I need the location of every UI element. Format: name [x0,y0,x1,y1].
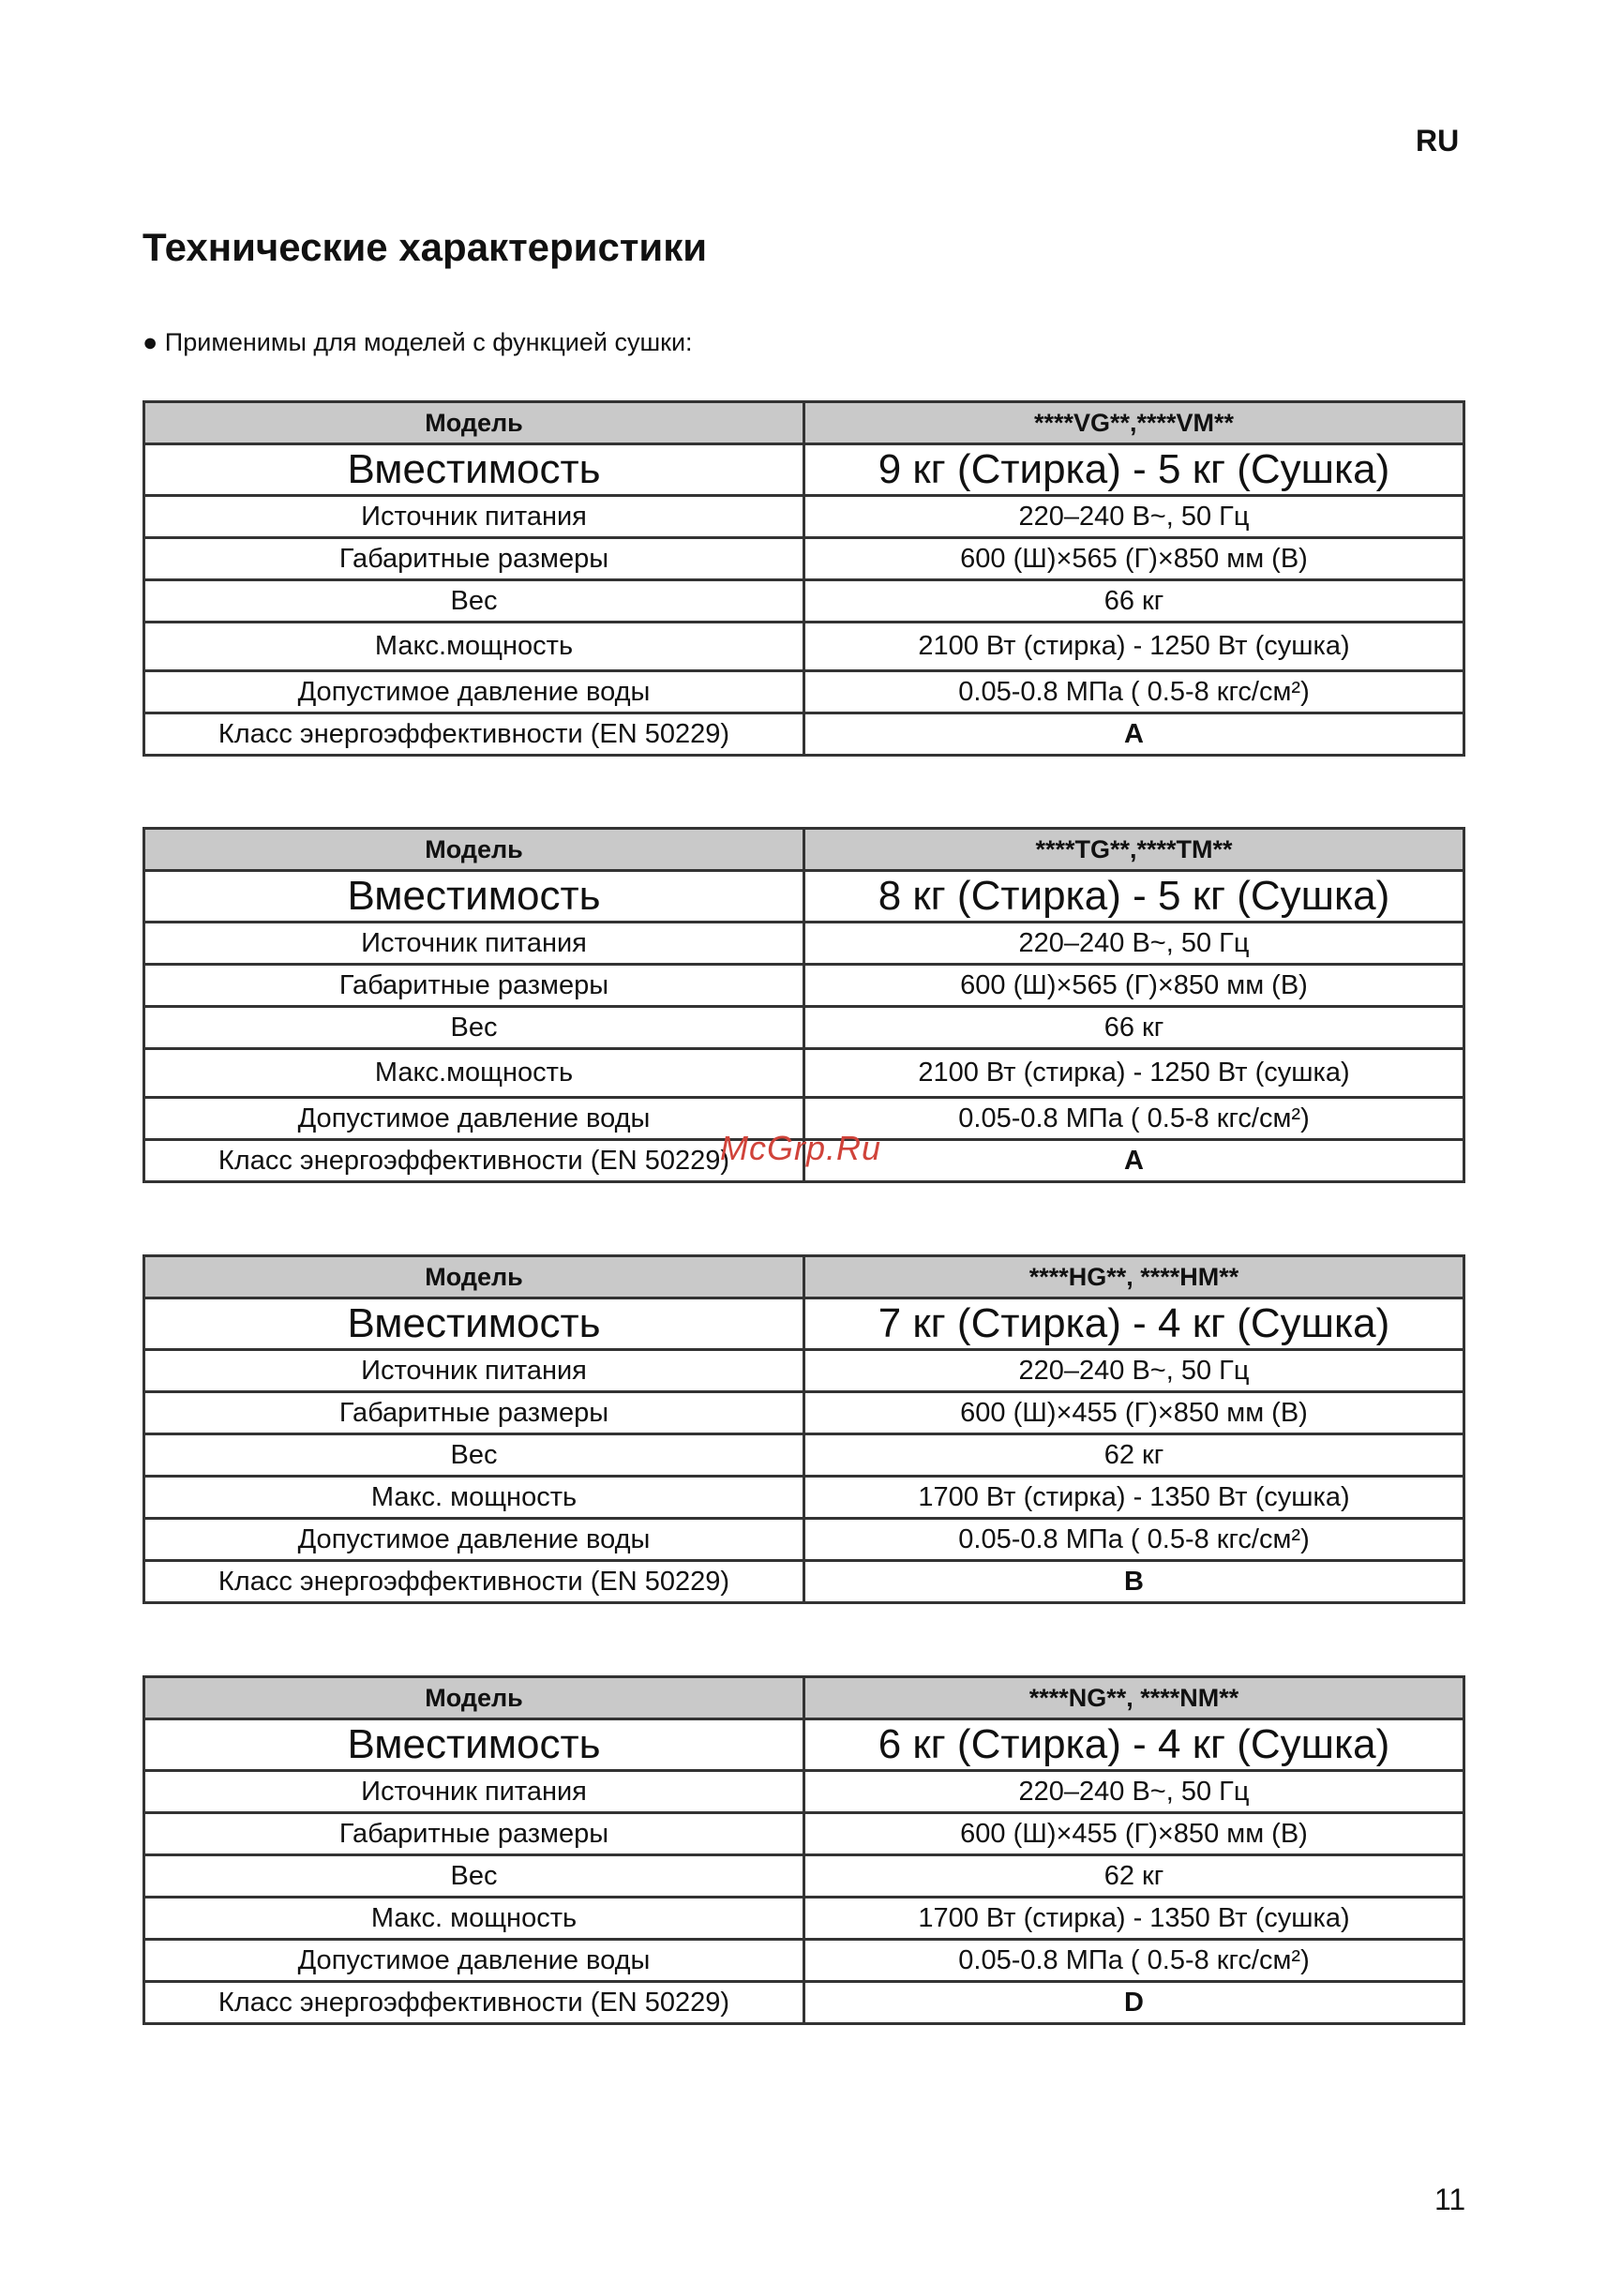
row-value: 600 (Ш)×565 (Г)×850 мм (В) [804,538,1464,580]
row-value: 66 кг [804,580,1464,623]
row-value: 66 кг [804,1007,1464,1049]
table-row [144,1519,1464,1561]
row-value: 0.05-0.8 МПа ( 0.5-8 кгс/см²) [804,1098,1464,1140]
capacity-label: Вместимость [144,1719,804,1771]
table-row [144,1434,1464,1477]
table-row [144,1392,1464,1434]
row-value: 1700 Вт (стирка) - 1350 Вт (сушка) [804,1898,1464,1940]
model-codes: ****TG**,****TM** [804,829,1464,871]
model-label: Модель [144,829,804,871]
row-value: 600 (Ш)×455 (Г)×850 мм (В) [804,1813,1464,1855]
table-row [144,496,1464,538]
table-row [144,923,1464,965]
row-value: 220–240 В~, 50 Гц [804,496,1464,538]
model-codes: ****NG**, ****NM** [804,1677,1464,1719]
table-row [144,1855,1464,1898]
capacity-label: Вместимость [144,1298,804,1350]
table-row [144,538,1464,580]
spec-table-3 [143,1254,1465,1604]
applicability-note: ● Применимы для моделей с функцией сушки: [143,328,693,356]
row-value: 220–240 В~, 50 Гц [804,1350,1464,1392]
capacity-row [144,1719,1464,1771]
row-label: Вес [144,580,804,623]
row-label: Класс энергоэффективности (EN 50229) [144,1561,804,1603]
row-label: Вес [144,1855,804,1898]
table-row [144,1771,1464,1813]
spec-table-4 [143,1675,1465,2025]
table-row [144,1477,1464,1519]
table-row [144,623,1464,671]
model-codes: ****VG**,****VM** [804,402,1464,444]
row-label: Макс.мощность [144,623,804,671]
row-value: 0.05-0.8 МПа ( 0.5-8 кгс/см²) [804,1519,1464,1561]
energy-class-value: D [804,1982,1464,2024]
row-label: Допустимое давление воды [144,1098,804,1140]
model-label: Модель [144,402,804,444]
row-value: 62 кг [804,1434,1464,1477]
row-value: 62 кг [804,1855,1464,1898]
table-row [144,671,1464,713]
row-label: Допустимое давление воды [144,671,804,713]
row-value: 0.05-0.8 МПа ( 0.5-8 кгс/см²) [804,671,1464,713]
energy-class-value: B [804,1561,1464,1603]
row-label: Вес [144,1007,804,1049]
row-value: 1700 Вт (стирка) - 1350 Вт (сушка) [804,1477,1464,1519]
row-label: Вес [144,1434,804,1477]
capacity-row [144,1298,1464,1350]
row-label: Габаритные размеры [144,1813,804,1855]
row-label: Источник питания [144,1350,804,1392]
watermark: McGrp.Ru [720,1129,882,1167]
row-label: Источник питания [144,1771,804,1813]
capacity-value: 9 кг (Стирка) - 5 кг (Сушка) [804,444,1464,496]
capacity-row [144,444,1464,496]
row-label: Габаритные размеры [144,965,804,1007]
row-label: Допустимое давление воды [144,1519,804,1561]
row-label: Допустимое давление воды [144,1940,804,1982]
page-title: Технические характеристики [143,225,708,269]
language-label: RU [1416,124,1460,158]
row-value: 600 (Ш)×565 (Г)×850 мм (В) [804,965,1464,1007]
table-row [144,1898,1464,1940]
table-row [144,1813,1464,1855]
model-label: Модель [144,1677,804,1719]
row-label: Класс энергоэффективности (EN 50229) [144,713,804,756]
table-row [144,580,1464,623]
table-header-row [144,1256,1464,1298]
row-value: 220–240 В~, 50 Гц [804,923,1464,965]
energy-class-value: A [804,1140,1464,1182]
model-label: Модель [144,1256,804,1298]
table-header-row [144,829,1464,871]
row-label: Класс энергоэффективности (EN 50229) [144,1982,804,2024]
table-row [144,1940,1464,1982]
table-row [144,713,1464,756]
row-label: Макс.мощность [144,1049,804,1098]
capacity-row [144,871,1464,923]
row-label: Макс. мощность [144,1477,804,1519]
row-label: Класс энергоэффективности (EN 50229) [144,1140,804,1182]
table-row [144,1049,1464,1098]
row-value: 2100 Вт (стирка) - 1250 Вт (сушка) [804,1049,1464,1098]
row-label: Источник питания [144,496,804,538]
spec-table-1 [143,400,1465,757]
table-row [144,1982,1464,2024]
table-header-row [144,1677,1464,1719]
row-value: 220–240 В~, 50 Гц [804,1771,1464,1813]
capacity-label: Вместимость [144,444,804,496]
table-row [144,965,1464,1007]
capacity-value: 6 кг (Стирка) - 4 кг (Сушка) [804,1719,1464,1771]
capacity-value: 8 кг (Стирка) - 5 кг (Сушка) [804,871,1464,923]
capacity-label: Вместимость [144,871,804,923]
row-label: Габаритные размеры [144,538,804,580]
row-label: Габаритные размеры [144,1392,804,1434]
row-value: 0.05-0.8 МПа ( 0.5-8 кгс/см²) [804,1940,1464,1982]
table-header-row [144,402,1464,444]
energy-class-value: A [804,713,1464,756]
table-row [144,1350,1464,1392]
table-row [144,1007,1464,1049]
capacity-value: 7 кг (Стирка) - 4 кг (Сушка) [804,1298,1464,1350]
row-label: Источник питания [144,923,804,965]
model-codes: ****HG**, ****HM** [804,1256,1464,1298]
row-value: 600 (Ш)×455 (Г)×850 мм (В) [804,1392,1464,1434]
row-value: 2100 Вт (стирка) - 1250 Вт (сушка) [804,623,1464,671]
table-row [144,1561,1464,1603]
row-label: Макс. мощность [144,1898,804,1940]
page-number: 11 [1434,2183,1466,2216]
